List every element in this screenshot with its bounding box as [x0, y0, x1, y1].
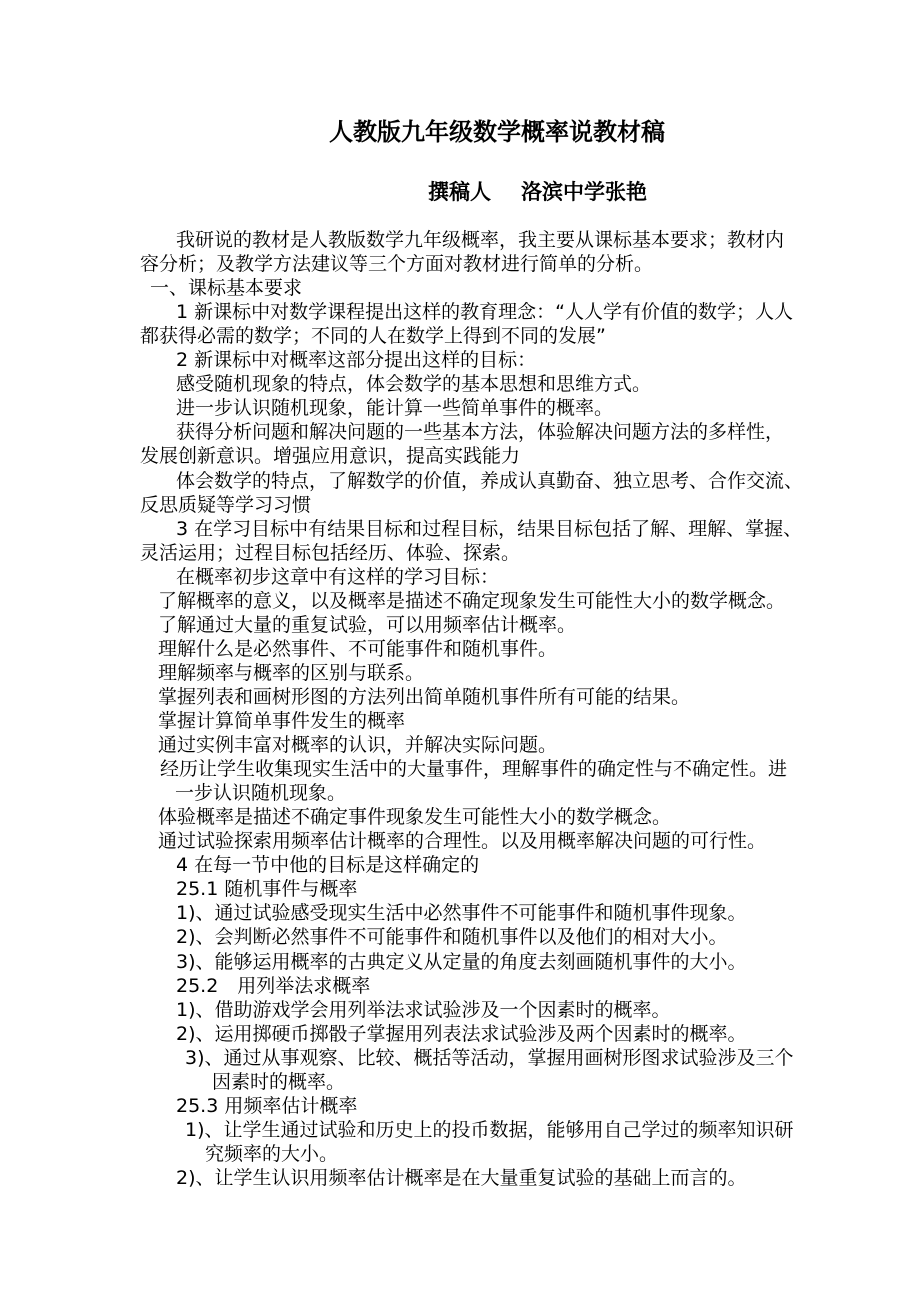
text-line: 因素时的概率。	[212, 1070, 346, 1093]
text-line: 一、课标基本要求	[150, 277, 303, 300]
text-line: 3)、通过从事观察、比较、概括等活动，掌握用画树形图求试验涉及三个	[185, 1046, 794, 1069]
text-line: 进一步认识随机现象，能计算一些简单事件的概率。	[176, 397, 614, 420]
author-line	[428, 176, 647, 206]
text-line: 灵活运用；过程目标包括经历、体验、探索。	[140, 541, 521, 564]
text-line: 通过实例丰富对概率的认识，并解决实际问题。	[158, 734, 558, 757]
text-line: 3 在学习目标中有结果目标和过程目标，结果目标包括了解、理解、掌握、	[176, 517, 803, 540]
text-line: 2)、让学生认识用频率估计概率是在大量重复试验的基础上而言的。	[176, 1166, 747, 1189]
text-line: 一步认识随机现象。	[175, 782, 347, 805]
text-line: 发展创新意识。增强应用意识，提高实践能力	[140, 445, 521, 468]
text-line: 4 在每一节中他的目标是这样确定的	[176, 854, 480, 877]
text-line: 了解概率的意义，以及概率是描述不确定现象发生可能性大小的数学概念。	[158, 589, 786, 612]
text-line: 25.3 用频率估计概率	[176, 1094, 358, 1117]
text-line: 体验概率是描述不确定事件现象发生可能性大小的数学概念。	[158, 806, 672, 829]
text-line: 感受随机现象的特点，体会数学的基本思想和思维方式。	[176, 373, 652, 396]
text-line: 25.1 随机事件与概率	[176, 878, 358, 901]
text-line: 掌握列表和画树形图的方法列出简单随机事件所有可能的结果。	[158, 685, 691, 708]
text-line: 反思质疑等学习习惯	[140, 493, 312, 516]
text-line: 理解频率与概率的区别与联系。	[158, 661, 425, 684]
text-line: 都获得必需的数学；不同的人在数学上得到不同的发展”	[140, 325, 606, 348]
text-line: 在概率初步这章中有这样的学习目标：	[176, 565, 500, 588]
text-line: 25.2 用列举法求概率	[176, 974, 371, 997]
text-line: 1)、让学生通过试验和历史上的投币数据，能够用自己学过的频率知识研	[185, 1118, 794, 1141]
text-line: 理解什么是必然事件、不可能事件和随机事件。	[158, 637, 558, 660]
author-name: 洛滨中学张艳	[521, 180, 647, 204]
text-line: 1)、借助游戏学会用列举法求试验涉及一个因素时的概率。	[176, 998, 671, 1021]
text-line: 2)、会判断必然事件不可能事件和随机事件以及他们的相对大小。	[176, 926, 728, 949]
text-line: 2)、运用掷硬币掷骰子掌握用列表法求试验涉及两个因素时的概率。	[176, 1022, 747, 1045]
text-line: 获得分析问题和解决问题的一些基本方法，体验解决问题方法的多样性，	[176, 421, 785, 444]
text-line: 3)、能够运用概率的古典定义从定量的角度去刻画随机事件的大小。	[176, 950, 747, 973]
author-label: 撰稿人	[428, 180, 491, 204]
text-line: 了解通过大量的重复试验，可以用频率估计概率。	[158, 613, 577, 636]
text-line: 通过试验探索用频率估计概率的合理性。以及用概率解决问题的可行性。	[158, 830, 767, 853]
document-title: 人教版九年级数学概率说教材稿	[329, 118, 665, 146]
text-line: 1)、通过试验感受现实生活中必然事件不可能事件和随机事件现象。	[176, 902, 747, 925]
text-line: 究频率的大小。	[205, 1142, 339, 1165]
text-line: 我研说的教材是人教版数学九年级概率，我主要从课标基本要求；教材内	[176, 229, 785, 251]
text-line: 1 新课标中对数学课程提出这样的教育理念：“人人学有价值的数学；人人	[176, 301, 793, 324]
text-line: 经历让学生收集现实生活中的大量事件，理解事件的确定性与不确定性。进	[160, 758, 788, 781]
text-line: 2 新课标中对概率这部分提出这样的目标：	[176, 349, 537, 372]
text-line: 体会数学的特点，了解数学的价值，养成认真勤奋、独立思考、合作交流、	[176, 469, 804, 492]
text-line: 容分析；及教学方法建议等三个方面对教材进行简单的分析。	[140, 253, 654, 276]
text-line: 掌握计算简单事件发生的概率	[158, 710, 406, 732]
